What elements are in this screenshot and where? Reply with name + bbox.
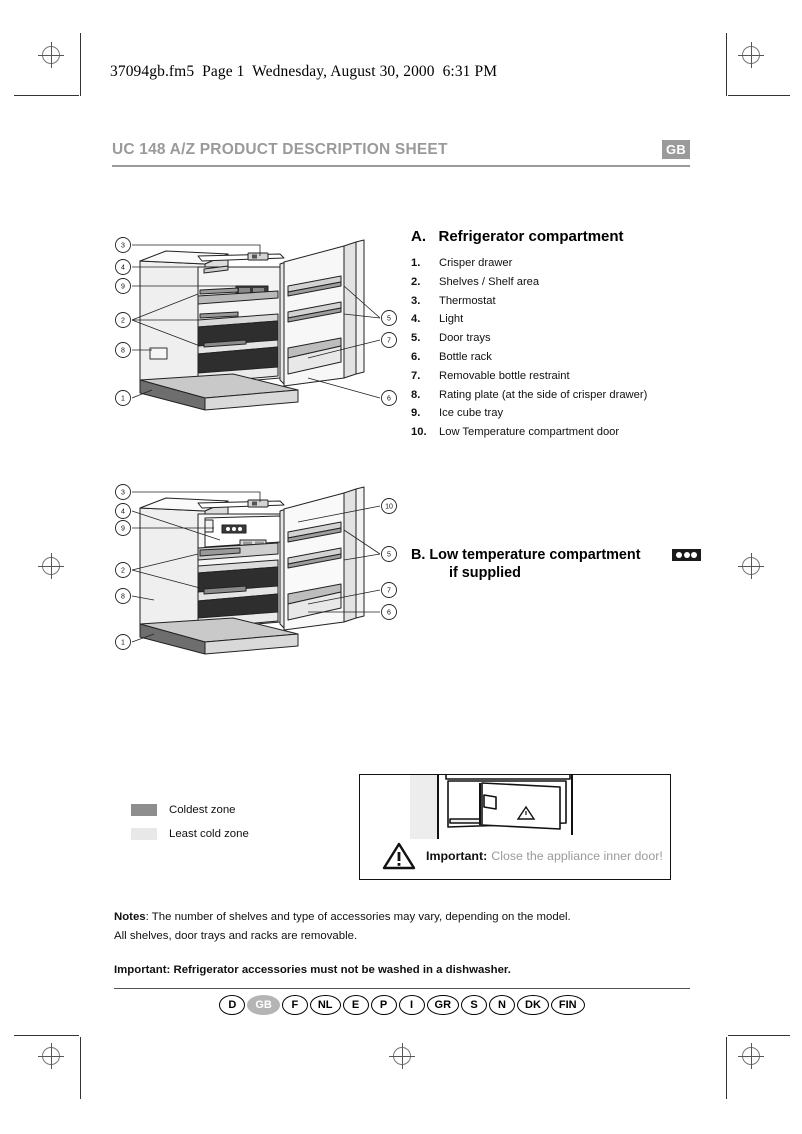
registration-mark-mid-left [38,553,64,579]
callout-3 [116,238,131,253]
callout-2 [116,563,131,578]
least-cold-zone-swatch [131,828,157,840]
section-a-heading: A. Refrigerator compartment [411,228,624,245]
language-pill-dk[interactable]: DK [517,995,549,1015]
legend-label: Bottle rack [439,350,492,363]
callout-8 [116,343,131,358]
file-header-text: 37094gb.fm5 Page 1 Wednesday, August 30, 2000 6:31 PM [110,63,498,80]
callout-2 [116,313,131,328]
registration-mark-bottom-right [738,1043,764,1069]
legend-item [411,404,711,423]
legend-number: 3. [411,294,421,307]
language-badge-gb: GB [662,140,690,159]
coldest-zone-swatch [131,804,157,816]
registration-mark-bottom-left [38,1043,64,1069]
svg-text:9: 9 [121,283,125,291]
svg-text:8: 8 [121,347,125,355]
trim-line-top-left-horizontal [14,95,79,96]
callout-6 [382,605,397,620]
language-pill-gb[interactable]: GB [247,995,280,1015]
notes-line-1-rest: : The number of shelves and type of accessories may vary, depending on the model. [145,911,571,923]
trim-line-bottom-right-vertical [726,1037,727,1099]
legend-number: 10. [411,426,427,439]
legend-number: 8. [411,388,421,401]
svg-text:9: 9 [121,525,125,533]
footer-divider [114,988,690,989]
trim-line-bottom-left-vertical [80,1037,81,1099]
callout-1 [116,635,131,650]
svg-text:7: 7 [387,337,391,345]
svg-text:5: 5 [387,551,391,559]
legend-item [411,348,711,367]
legend-item [411,310,711,329]
language-pill-f[interactable]: F [282,995,308,1015]
svg-text:1: 1 [121,639,125,647]
trim-line-bottom-right-horizontal [728,1035,790,1036]
callout-7 [382,333,397,348]
section-a-legend [411,228,711,442]
legend-number: 6. [411,350,421,363]
refrigerator-cutaway-diagram-a [108,228,404,416]
language-pill-gr[interactable]: GR [427,995,460,1015]
callout-9 [116,521,131,536]
title-underline [112,165,690,167]
language-pill-s[interactable]: S [461,995,487,1015]
notes-important: Important: Refrigerator accessories must not be washed in a dishwasher. [114,964,511,976]
trim-line-bottom-left-horizontal [14,1035,79,1036]
callout-6 [382,391,397,406]
warning-triangle-icon [382,842,416,870]
callout-3 [116,485,131,500]
legend-label: Ice cube tray [439,407,504,420]
callout-9 [116,279,131,294]
trim-line-left-vertical [80,33,81,96]
legend-number: 1. [411,257,421,269]
refrigerator-cutaway-diagram-b [108,478,404,656]
section-b-heading-line2: if supplied [449,565,521,581]
section-b-heading-line1: B. Low temperature compartment [411,547,641,563]
document-title-bar [112,140,690,159]
callout-8 [116,589,131,604]
svg-text:7: 7 [387,587,391,595]
trim-line-top-right-horizontal [728,95,790,96]
legend-item [411,367,711,386]
warning-message-text: Close the appliance inner door! [491,849,663,863]
language-pill-fin[interactable]: FIN [551,995,585,1015]
warning-message-row [382,841,663,871]
svg-text:6: 6 [387,395,391,403]
zone-legend-item [131,822,249,846]
trim-line-right-vertical [726,33,727,96]
legend-number: 7. [411,369,421,382]
language-pill-d[interactable]: D [219,995,245,1015]
callout-4 [116,504,131,519]
notes-label: Notes [114,911,146,923]
zone-legend-label: Coldest zone [169,804,236,816]
legend-item [411,254,711,273]
legend-label: Thermostat [439,294,496,307]
callout-10 [382,499,397,514]
legend-label: Low Temperature compartment door [439,426,620,439]
zone-legend-label: Least cold zone [169,828,249,840]
legend-label: Crisper drawer [439,257,513,269]
notes-line-2: All shelves, door trays and racks are removable. [114,930,358,942]
legend-label: Shelves / Shelf area [439,275,540,288]
legend-number: 9. [411,407,421,420]
legend-item [411,273,711,292]
legend-number: 2. [411,275,421,288]
svg-text:10: 10 [385,503,393,511]
svg-text:3: 3 [121,489,125,497]
callout-5 [382,547,397,562]
zone-legend-item [131,798,249,822]
legend-item [411,386,711,405]
legend-label: Door trays [439,332,491,345]
svg-text:4: 4 [121,264,125,272]
callout-4 [116,260,131,275]
registration-mark-mid-right [738,553,764,579]
svg-text:1: 1 [121,395,125,403]
legend-item [411,329,711,348]
registration-mark-top-right [738,42,764,68]
legend-item [411,292,711,311]
zone-legend [131,798,249,846]
page-title: UC 148 A/Z PRODUCT DESCRIPTION SHEET [112,141,448,158]
legend-item [411,423,711,442]
legend-label: Rating plate (at the side of crisper drawer) [439,388,648,401]
legend-label: Light [439,313,464,326]
registration-mark-top-left [38,42,64,68]
language-pill-e[interactable]: E [343,995,369,1015]
section-b-heading-block [411,546,711,582]
legend-number: 4. [411,313,421,326]
notes-line-1 [114,908,674,927]
language-selector-row [114,995,690,1015]
svg-text:4: 4 [121,508,125,516]
inner-door-illustration [360,775,671,843]
important-warning-box [359,774,671,880]
callout-1 [116,391,131,406]
warning-important-label: Important: [426,849,488,863]
notes-block [114,908,674,976]
svg-text:6: 6 [387,609,391,617]
language-pill-nl[interactable]: NL [310,995,341,1015]
registration-mark-bottom-center [389,1043,415,1069]
legend-number: 5. [411,332,421,345]
language-pill-p[interactable]: P [371,995,397,1015]
svg-text:5: 5 [387,315,391,323]
callout-5 [382,311,397,326]
legend-label: Removable bottle restraint [439,369,570,382]
callout-7 [382,583,397,598]
svg-text:2: 2 [121,317,125,325]
svg-text:2: 2 [121,567,125,575]
language-pill-n[interactable]: N [489,995,515,1015]
language-pill-i[interactable]: I [399,995,425,1015]
svg-text:8: 8 [121,593,125,601]
three-star-freezer-icon [672,549,701,561]
svg-text:3: 3 [121,242,125,250]
